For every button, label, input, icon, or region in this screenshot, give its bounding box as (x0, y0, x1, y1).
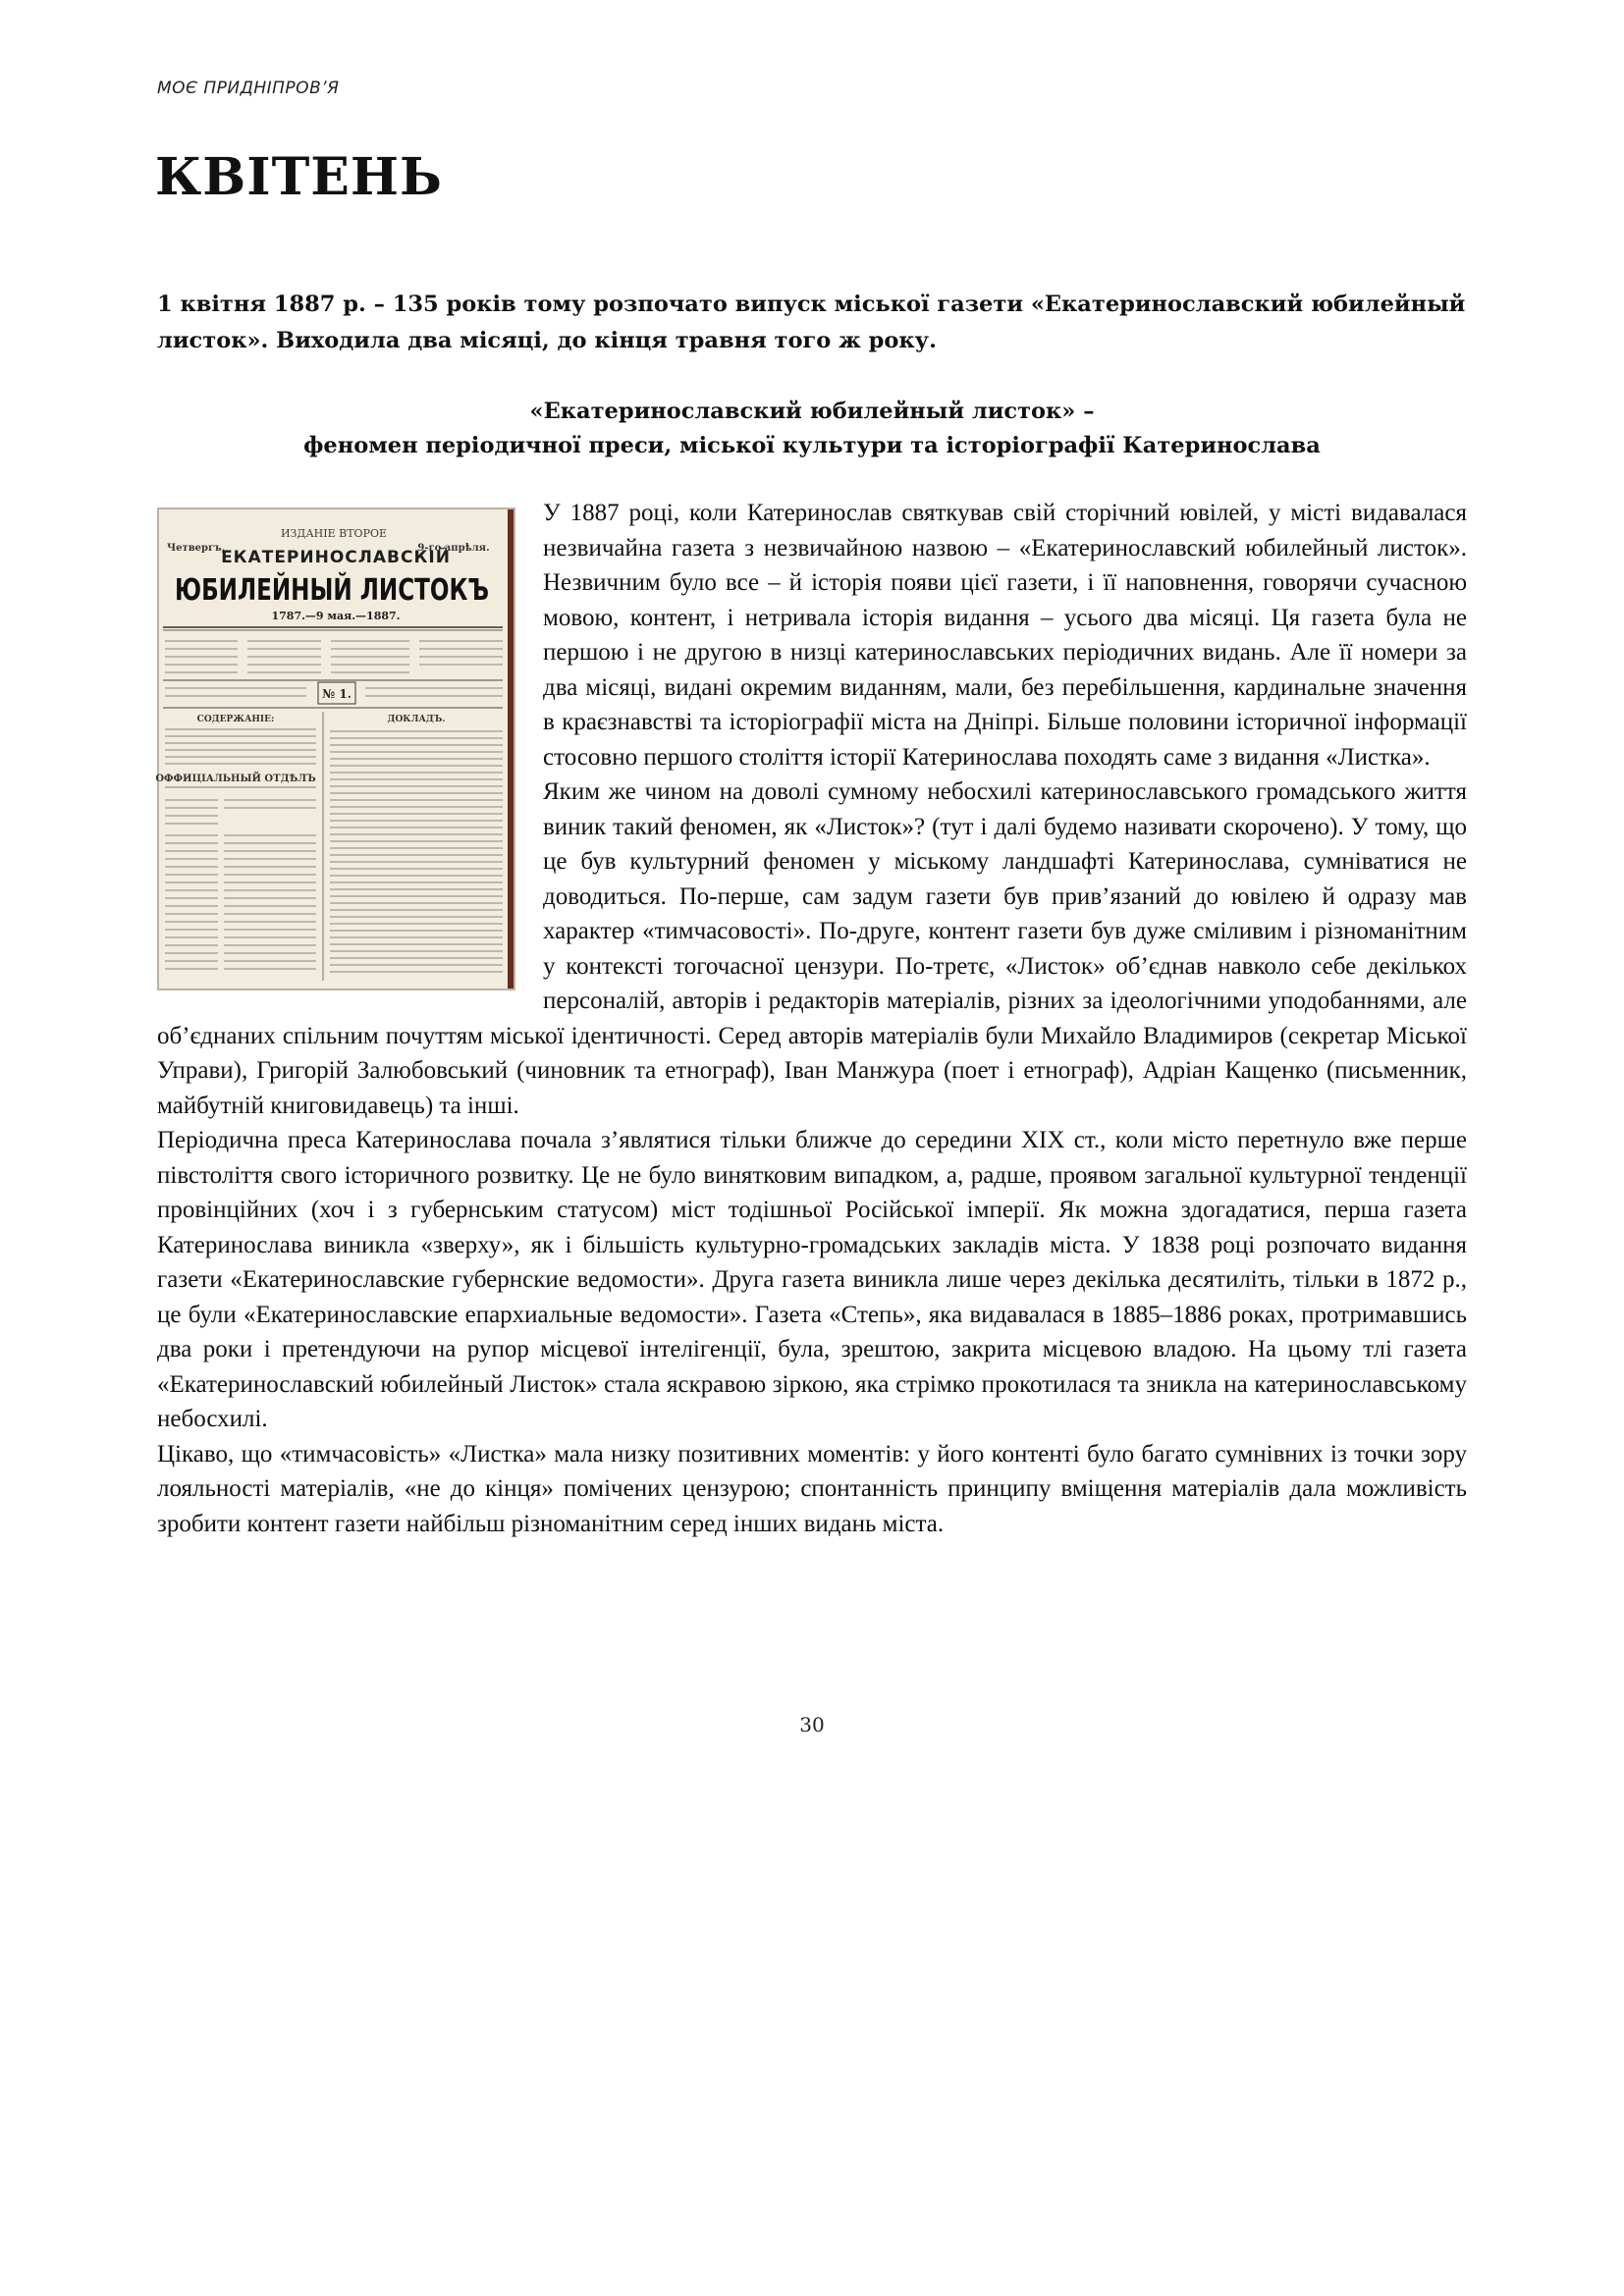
article-paragraph: У 1887 році, коли Катеринослав святкував свій сторічний ювілей, у місті видавалася незвичайна газета з незвичайною назвою – «Екатеринославский юбилейный листок». Незвичним було все – й історія появи цієї газети, і її наповнення, говорячи сучасною мовою, контент, і нетривала історія видання – усього два місяці. Ця газета була не першою і не другою в низці катеринославських періодичних видань. Але її номери за два місяці, видані окремим виданням, мали, без перебільшення, кардинальне значення в краєзнавстві та історіографії міста на Дніпрі. Більше половини історичної інформації стосовно першого століття історії Катеринослава походять саме з видання «Листка». (543, 500, 1467, 771)
month-title: КВІТЕНЬ (155, 147, 443, 207)
newspaper-contents-label: СОДЕРЖАНІЕ: (196, 715, 275, 724)
newspaper-masthead: ЮБИЛЕЙНЫЙ ЛИСТОКЪ (175, 573, 584, 608)
article-paragraph: Періодична преса Катеринослава почала з’являтися тільки ближче до середини XIX ст., коли місто перетнуло вже перше півстоліття свого історичного розвитку. Це не було винятковим випадком, а, радше, проявом загальної культурної тенденції провінційних (хоч і з губернським статусом) міст тодішньої Російської імперії. Як можна здогадатися, перша газета Катеринослава виникла «зверху», як і більшість культурно-громадських закладів міста. У 1838 році розпочато видання газети «Екатеринославские губернские ведомости». Друга газета виникла лише через декілька десятиліть, тільки в 1872 р., це були «Екатеринославские епархиальные ведомости». Газета «Степь», яка видавалася в 1885–1886 роках, протримавшись два роки і претендуючи на рупор місцевої інтелігенції, була, зрештою, закрита місцевою владою. На цьому тлі газета «Екатеринославский юбилейный Листок» стала яскравою зіркою, яка стрімко прокотилася та зникла на катеринославському небосхилі. (157, 1127, 1467, 1432)
newspaper-weekday: Четвергъ, (167, 543, 226, 554)
newspaper-date: 9-го апрѣля. (417, 543, 490, 554)
newspaper-official-section: ОФФИЦІАЛЬНЫЙ ОТДѢЛЪ (155, 774, 316, 784)
newspaper-city: ЕКАТЕРИНОСЛАВСКІЙ (221, 548, 451, 567)
intro-statement: 1 квітня 1887 р. – 135 років тому розпочато випуск міської газети «Екатеринославский юбилейный листок». Виходила два місяці, до кінця травня того ж року. (157, 292, 1466, 353)
newspaper-photo (155, 507, 584, 990)
article-paragraph: Цікаво, що «тимчасовість» «Листка» мала низку позитивних моментів: у його контенті було багато сумнівних із точки зору лояльності матеріалів, «не до кінця» помічених цензурою; спонтанність принципу вміщення матеріалів дала можливість зробити контент газети найбільш різноманітним серед інших видань міста. (157, 1440, 1467, 1537)
running-header: МОЄ ПРИДНІПРОВ’Я (157, 79, 340, 98)
newspaper-edition: ИЗДАНІЕ ВТОРОЕ (280, 527, 388, 540)
newspaper-issue-number: № 1. (322, 687, 352, 701)
section-heading (157, 395, 1467, 463)
section-heading-line-1: «Екатеринославский юбилейный листок» – (529, 399, 1095, 424)
article-paragraph: Яким же чином на доволі сумному небосхилі катеринославського громадського життя виник такий феномен, як «Листок»? (тут і далі будемо називати скорочено). У тому, що це був культурний феномен у міському ландшафті Катеринослава, сумніватися не доводиться. По-перше, сам задум газети був прив’язаний до ювілею й одразу мав характер «тимчасовості». По-друге, контент газети був дуже сміливим і різноманітним у контексті тогочасної цензури. По-третє, «Листок» об’єднав навколо себе декількох персоналій, авторів і редакторів матеріалів, різних за ідеологічними уподобаннями, але об’єднаних спільним почуттям міської ідентичності. Серед авторів матеріалів були Михайло Владимиров (секретар Міської Управи), Григорій Залюбовський (чиновник та етнограф), Іван Манжура (поет і етнограф), Адріан Кащенко (письменник, майбутній книговидавець) та інші. (157, 778, 1467, 1119)
newspaper-report-label: ДОКЛАДЪ. (387, 715, 446, 724)
page-number: 30 (799, 1713, 825, 1736)
newspaper-years: 1787.—9 мая.—1887. (271, 610, 401, 622)
article-body (157, 496, 1467, 1541)
section-heading-line-2: феномен періодичної преси, міської культури та історіографії Катеринослава (303, 433, 1321, 458)
